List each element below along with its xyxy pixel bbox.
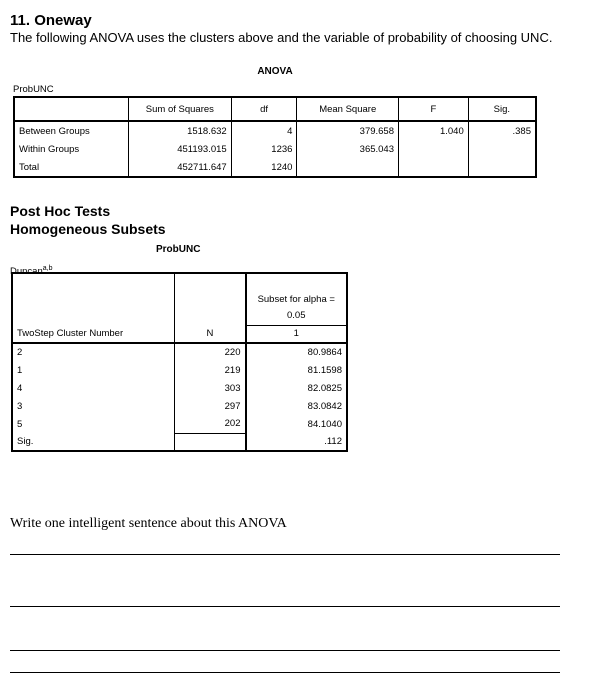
anova-row-label: Between Groups	[14, 121, 129, 140]
anova-row-label: Total	[14, 158, 129, 177]
duncan-sig-empty	[175, 433, 246, 451]
anova-cell-f: 1.040	[399, 121, 469, 140]
duncan-sig-label: Sig.	[12, 433, 175, 451]
duncan-header-subset-number: 1	[246, 325, 348, 343]
duncan-cell-mean: 81.1598	[307, 364, 342, 376]
duncan-cell-n: 202	[175, 415, 246, 433]
duncan-row	[12, 361, 347, 379]
duncan-superscript: a,b	[42, 265, 53, 272]
duncan-cell-cluster: 4	[12, 379, 175, 397]
duncan-cell-n: 220	[175, 343, 246, 361]
anova-cell-sig	[468, 140, 536, 158]
duncan-header-n: N	[175, 273, 246, 343]
posthoc-headings	[10, 202, 166, 238]
answer-line[interactable]	[10, 554, 560, 555]
duncan-header-alpha: 0.05	[246, 307, 348, 325]
duncan-row	[12, 415, 347, 433]
duncan-cell-cluster: 2	[12, 343, 175, 361]
anova-cell-df: 1236	[231, 140, 297, 158]
duncan-sig-row	[12, 433, 347, 451]
anova-cell-ss: 1518.632	[129, 121, 232, 140]
anova-cell-df: 1240	[231, 158, 297, 177]
anova-header-df: df	[231, 97, 297, 121]
duncan-cell-mean: 80.9864	[307, 347, 342, 358]
duncan-sig-value: .112	[324, 436, 342, 447]
anova-cell-ms: 379.658	[297, 121, 399, 140]
section-intro: The following ANOVA uses the clusters above and the variable of probability of choosing UNC.	[10, 30, 553, 45]
duncan-row	[12, 397, 347, 415]
subsets-heading: Homogeneous Subsets	[10, 221, 166, 237]
duncan-cell-mean: 83.0842	[307, 400, 342, 412]
posthoc-heading: Post Hoc Tests	[10, 203, 111, 219]
anova-corner-cell	[14, 97, 129, 121]
answer-line[interactable]	[10, 650, 560, 651]
anova-row-within	[14, 140, 536, 158]
answer-line[interactable]	[10, 606, 560, 607]
question-prompt: Write one intelligent sentence about this ANOVA	[10, 516, 287, 531]
anova-row-label: Within Groups	[14, 140, 129, 158]
duncan-cell-cluster: 5	[12, 415, 175, 433]
anova-header-sig: Sig.	[493, 103, 511, 115]
duncan-cell-n: 219	[175, 361, 246, 379]
anova-row-between	[14, 121, 536, 140]
duncan-cell-n: 297	[175, 397, 246, 415]
duncan-header-cluster: TwoStep Cluster Number	[12, 273, 175, 343]
anova-dependent-label: ProbUNC	[13, 84, 54, 95]
anova-header-f: F	[399, 97, 469, 121]
section-title: 11. Oneway	[10, 12, 92, 29]
answer-line[interactable]	[10, 672, 560, 673]
duncan-cell-cluster: 1	[12, 361, 175, 379]
anova-cell-df: 4	[231, 121, 297, 140]
anova-cell-ss: 451193.015	[129, 140, 232, 158]
anova-header-ss: Sum of Squares	[129, 97, 232, 121]
duncan-row	[12, 379, 347, 397]
anova-cell-sig	[468, 158, 536, 177]
duncan-cell-n: 303	[175, 379, 246, 397]
duncan-table	[11, 272, 348, 452]
duncan-header-subset: Subset for alpha =	[257, 294, 335, 305]
anova-cell-ms: 365.043	[297, 140, 399, 158]
anova-row-total	[14, 158, 536, 177]
duncan-cell-cluster: 3	[12, 397, 175, 415]
anova-header-ms: Mean Square	[297, 97, 399, 121]
anova-cell-sig: .385	[512, 125, 531, 137]
subsets-table-title: ProbUNC	[156, 244, 201, 255]
duncan-cell-mean: 84.1040	[307, 418, 342, 430]
duncan-row	[12, 343, 347, 361]
duncan-cell-mean: 82.0825	[307, 382, 342, 394]
anova-cell-ss: 452711.647	[129, 158, 232, 177]
anova-cell-f	[399, 140, 469, 158]
anova-cell-f	[399, 158, 469, 177]
anova-table	[13, 96, 537, 178]
duncan-method: Duncan	[10, 266, 43, 278]
anova-title: ANOVA	[257, 66, 293, 77]
anova-cell-ms	[297, 158, 399, 177]
